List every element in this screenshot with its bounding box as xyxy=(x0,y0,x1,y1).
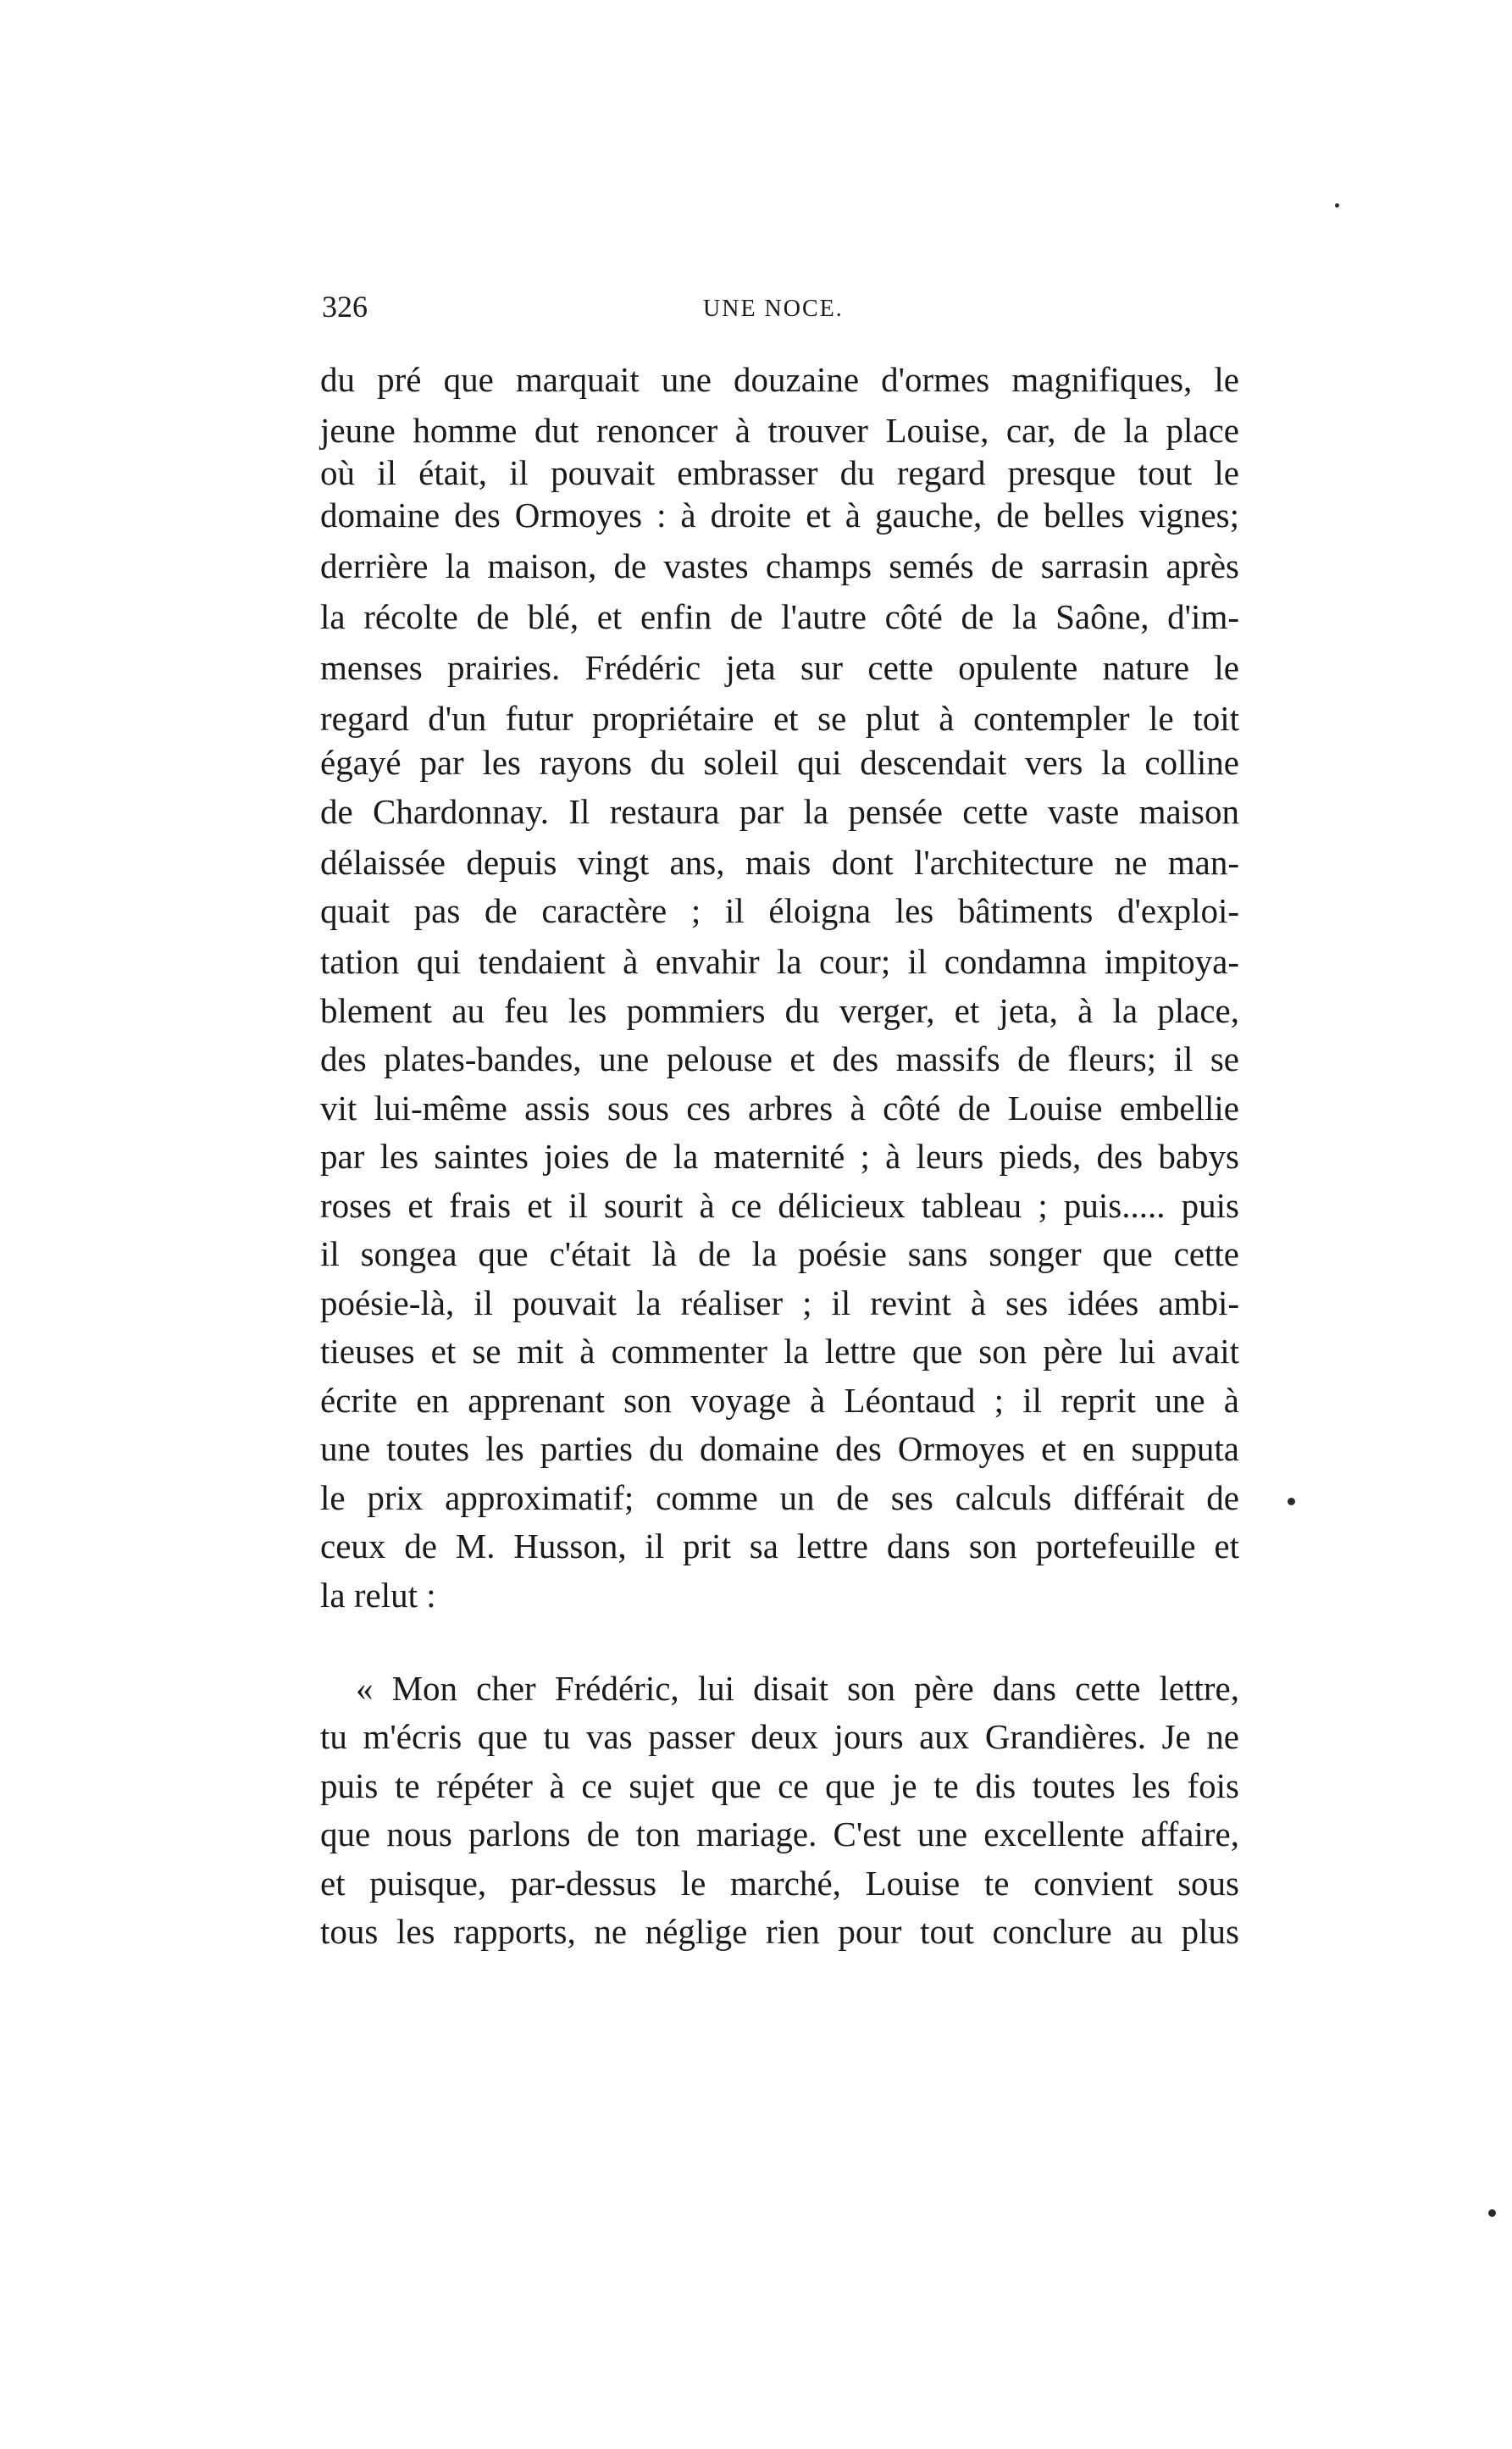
text-line: que nous parlons de ton mariage. C'est une excellente affaire, xyxy=(320,1815,1239,1853)
text-line: domaine des Ormoyes : à droite et à gauche, de belles vignes; xyxy=(320,496,1239,535)
text-line: derrière la maison, de vastes champs semés de sarrasin après xyxy=(320,546,1239,585)
text-line: égayé par les rayons du soleil qui descendait vers la colline xyxy=(320,743,1239,782)
text-line: le prix approximatif; comme un de ses calculs différait de xyxy=(320,1478,1239,1517)
text-line: « Mon cher Frédéric, lui disait son père dans cette lettre, xyxy=(356,1669,1239,1708)
text-line: ceux de M. Husson, il prit sa lettre dans son portefeuille et xyxy=(320,1526,1239,1565)
text-line: où il était, il pouvait embrasser du regard presque tout le xyxy=(320,453,1239,492)
running-head xyxy=(322,290,1237,332)
text-line: la relut : xyxy=(320,1576,436,1615)
scan-speck xyxy=(1488,2209,1496,2217)
text-line: blement au feu les pommiers du verger, et jeta, à la place, xyxy=(320,991,1239,1030)
text-line: poésie-là, il pouvait la réaliser ; il revint à ses idées ambi- xyxy=(320,1283,1239,1322)
text-line: tous les rapports, ne néglige rien pour tout conclure au plus xyxy=(320,1912,1239,1951)
text-line: des plates-bandes, une pelouse et des massifs de fleurs; il se xyxy=(320,1039,1239,1078)
text-line: tation qui tendaient à envahir la cour; il condamna impitoya- xyxy=(320,942,1239,981)
text-line: écrite en apprenant son voyage à Léontaud ; il reprit une à xyxy=(320,1381,1239,1420)
text-line: puis te répéter à ce sujet que ce que je te dis toutes les fois xyxy=(320,1766,1239,1805)
text-line: délaissée depuis vingt ans, mais dont l'architecture ne man- xyxy=(320,843,1239,882)
text-line: tu m'écris que tu vas passer deux jours aux Grandières. Je ne xyxy=(320,1717,1239,1756)
text-line: il songea que c'était là de la poésie sans songer que cette xyxy=(320,1234,1239,1273)
text-line: une toutes les parties du domaine des Ormoyes et en supputa xyxy=(320,1429,1239,1468)
text-line: et puisque, par-dessus le marché, Louise te convient sous xyxy=(320,1864,1239,1903)
page-number: 326 xyxy=(322,290,368,324)
text-line: roses et frais et il sourit à ce délicieux tableau ; puis..... puis xyxy=(320,1186,1239,1225)
text-line: la récolte de blé, et enfin de l'autre côté de la Saône, d'im- xyxy=(320,597,1239,636)
text-line: regard d'un futur propriétaire et se plut à contempler le toit xyxy=(320,699,1239,738)
scan-speck xyxy=(1335,203,1339,208)
text-line: quait pas de caractère ; il éloigna les bâtiments d'exploi- xyxy=(320,891,1239,930)
text-line: menses prairies. Frédéric jeta sur cette opulente nature le xyxy=(320,648,1239,687)
text-line: tieuses et se mit à commenter la lettre que son père lui avait xyxy=(320,1332,1239,1371)
text-line: du pré que marquait une douzaine d'ormes magnifiques, le xyxy=(320,360,1239,399)
text-line: vit lui-même assis sous ces arbres à côté de Louise embellie xyxy=(320,1089,1239,1128)
text-line: jeune homme dut renoncer à trouver Louise, car, de la place xyxy=(320,411,1239,450)
text-line: par les saintes joies de la maternité ; à leurs pieds, des babys xyxy=(320,1137,1239,1176)
scan-speck xyxy=(1288,1498,1295,1505)
text-line: de Chardonnay. Il restaura par la pensée cette vaste maison xyxy=(320,792,1239,831)
running-title: UNE NOCE. xyxy=(703,296,844,322)
